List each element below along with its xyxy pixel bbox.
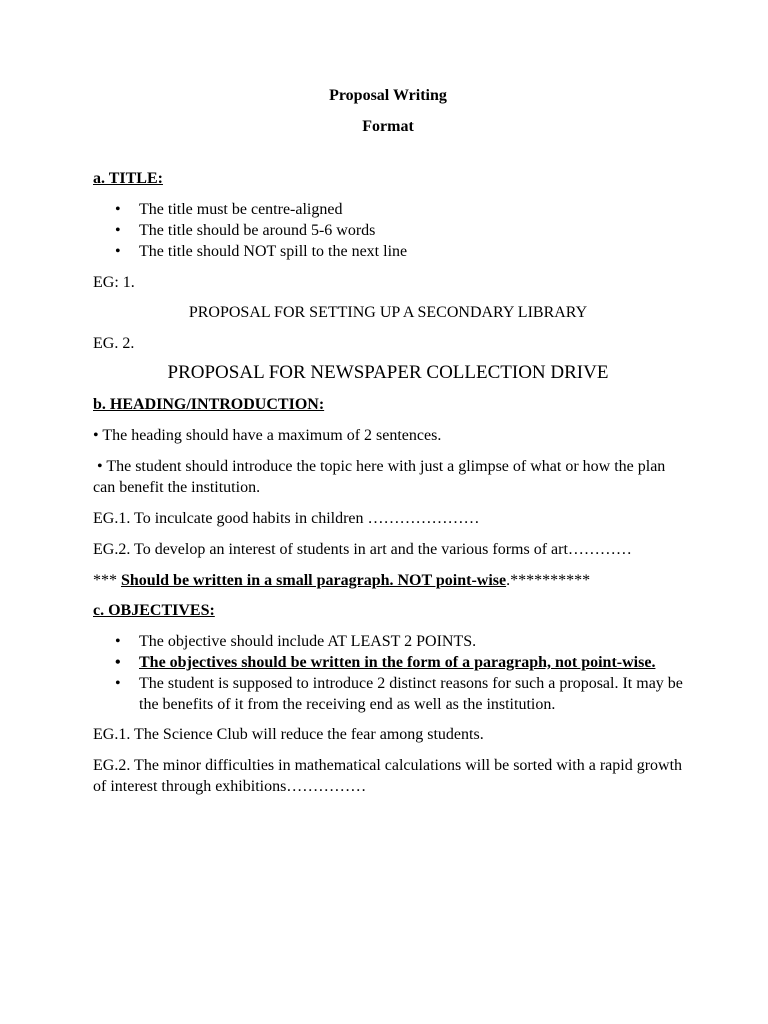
section-a-heading: a. TITLE: [93,170,163,187]
section-c-example-2: EG.2. The minor difficulties in mathematical calculations will be sorted with a rapid growth of interest through exhibitions…………… [93,757,683,795]
section-b-example-2: EG.2. To develop an interest of students in art and the various forms of art………… [93,541,632,558]
section-a-bullet-3: • The title should NOT spill to the next line [93,241,683,262]
section-c-heading: c. OBJECTIVES: [93,602,215,619]
section-b-point-1: • The heading should have a maximum of 2 sentences. [93,427,442,444]
section-b-note-suffix: .********** [506,572,591,589]
section-a-bullet-2: • The title should be around 5-6 words [93,220,683,241]
document-page [93,85,683,797]
section-b-heading: b. HEADING/INTRODUCTION: [93,396,325,413]
section-c-bullet-list [93,631,683,715]
section-b-example-1: EG.1. To inculcate good habits in children ………………… [93,510,480,527]
section-a-example-2-title: PROPOSAL FOR NEWSPAPER COLLECTION DRIVE [167,362,609,383]
section-b-point-2: • The student should introduce the topic here with just a glimpse of what or how the plan can benefit the institution. [93,458,670,496]
document-subtitle: Format [362,118,414,135]
section-a-example-1-title: PROPOSAL FOR SETTING UP A SECONDARY LIBRARY [188,304,588,321]
document-title: Proposal Writing [329,87,447,104]
section-a-example-2-label: EG. 2. [93,335,135,352]
section-c-bullet-2: • The objectives should be written in the form of a paragraph, not point-wise. [93,652,683,673]
section-c-bullet-3: • The student is supposed to introduce 2 distinct reasons for such a proposal. It may be the benefits of it from the receiving end as well as the institution. [93,673,683,715]
section-a-bullet-1: • The title must be centre-aligned [93,199,683,220]
section-c-example-1: EG.1. The Science Club will reduce the fear among students. [93,726,484,743]
section-c-bullet-1: • The objective should include AT LEAST 2 POINTS. [93,631,683,652]
section-b-note-prefix: *** [93,572,121,589]
section-a-bullet-list [93,199,683,262]
section-b-note [93,570,683,591]
section-b-note-emphasis: Should be written in a small paragraph. NOT point-wise [121,572,507,589]
section-a-example-1-label: EG: 1. [93,274,135,291]
